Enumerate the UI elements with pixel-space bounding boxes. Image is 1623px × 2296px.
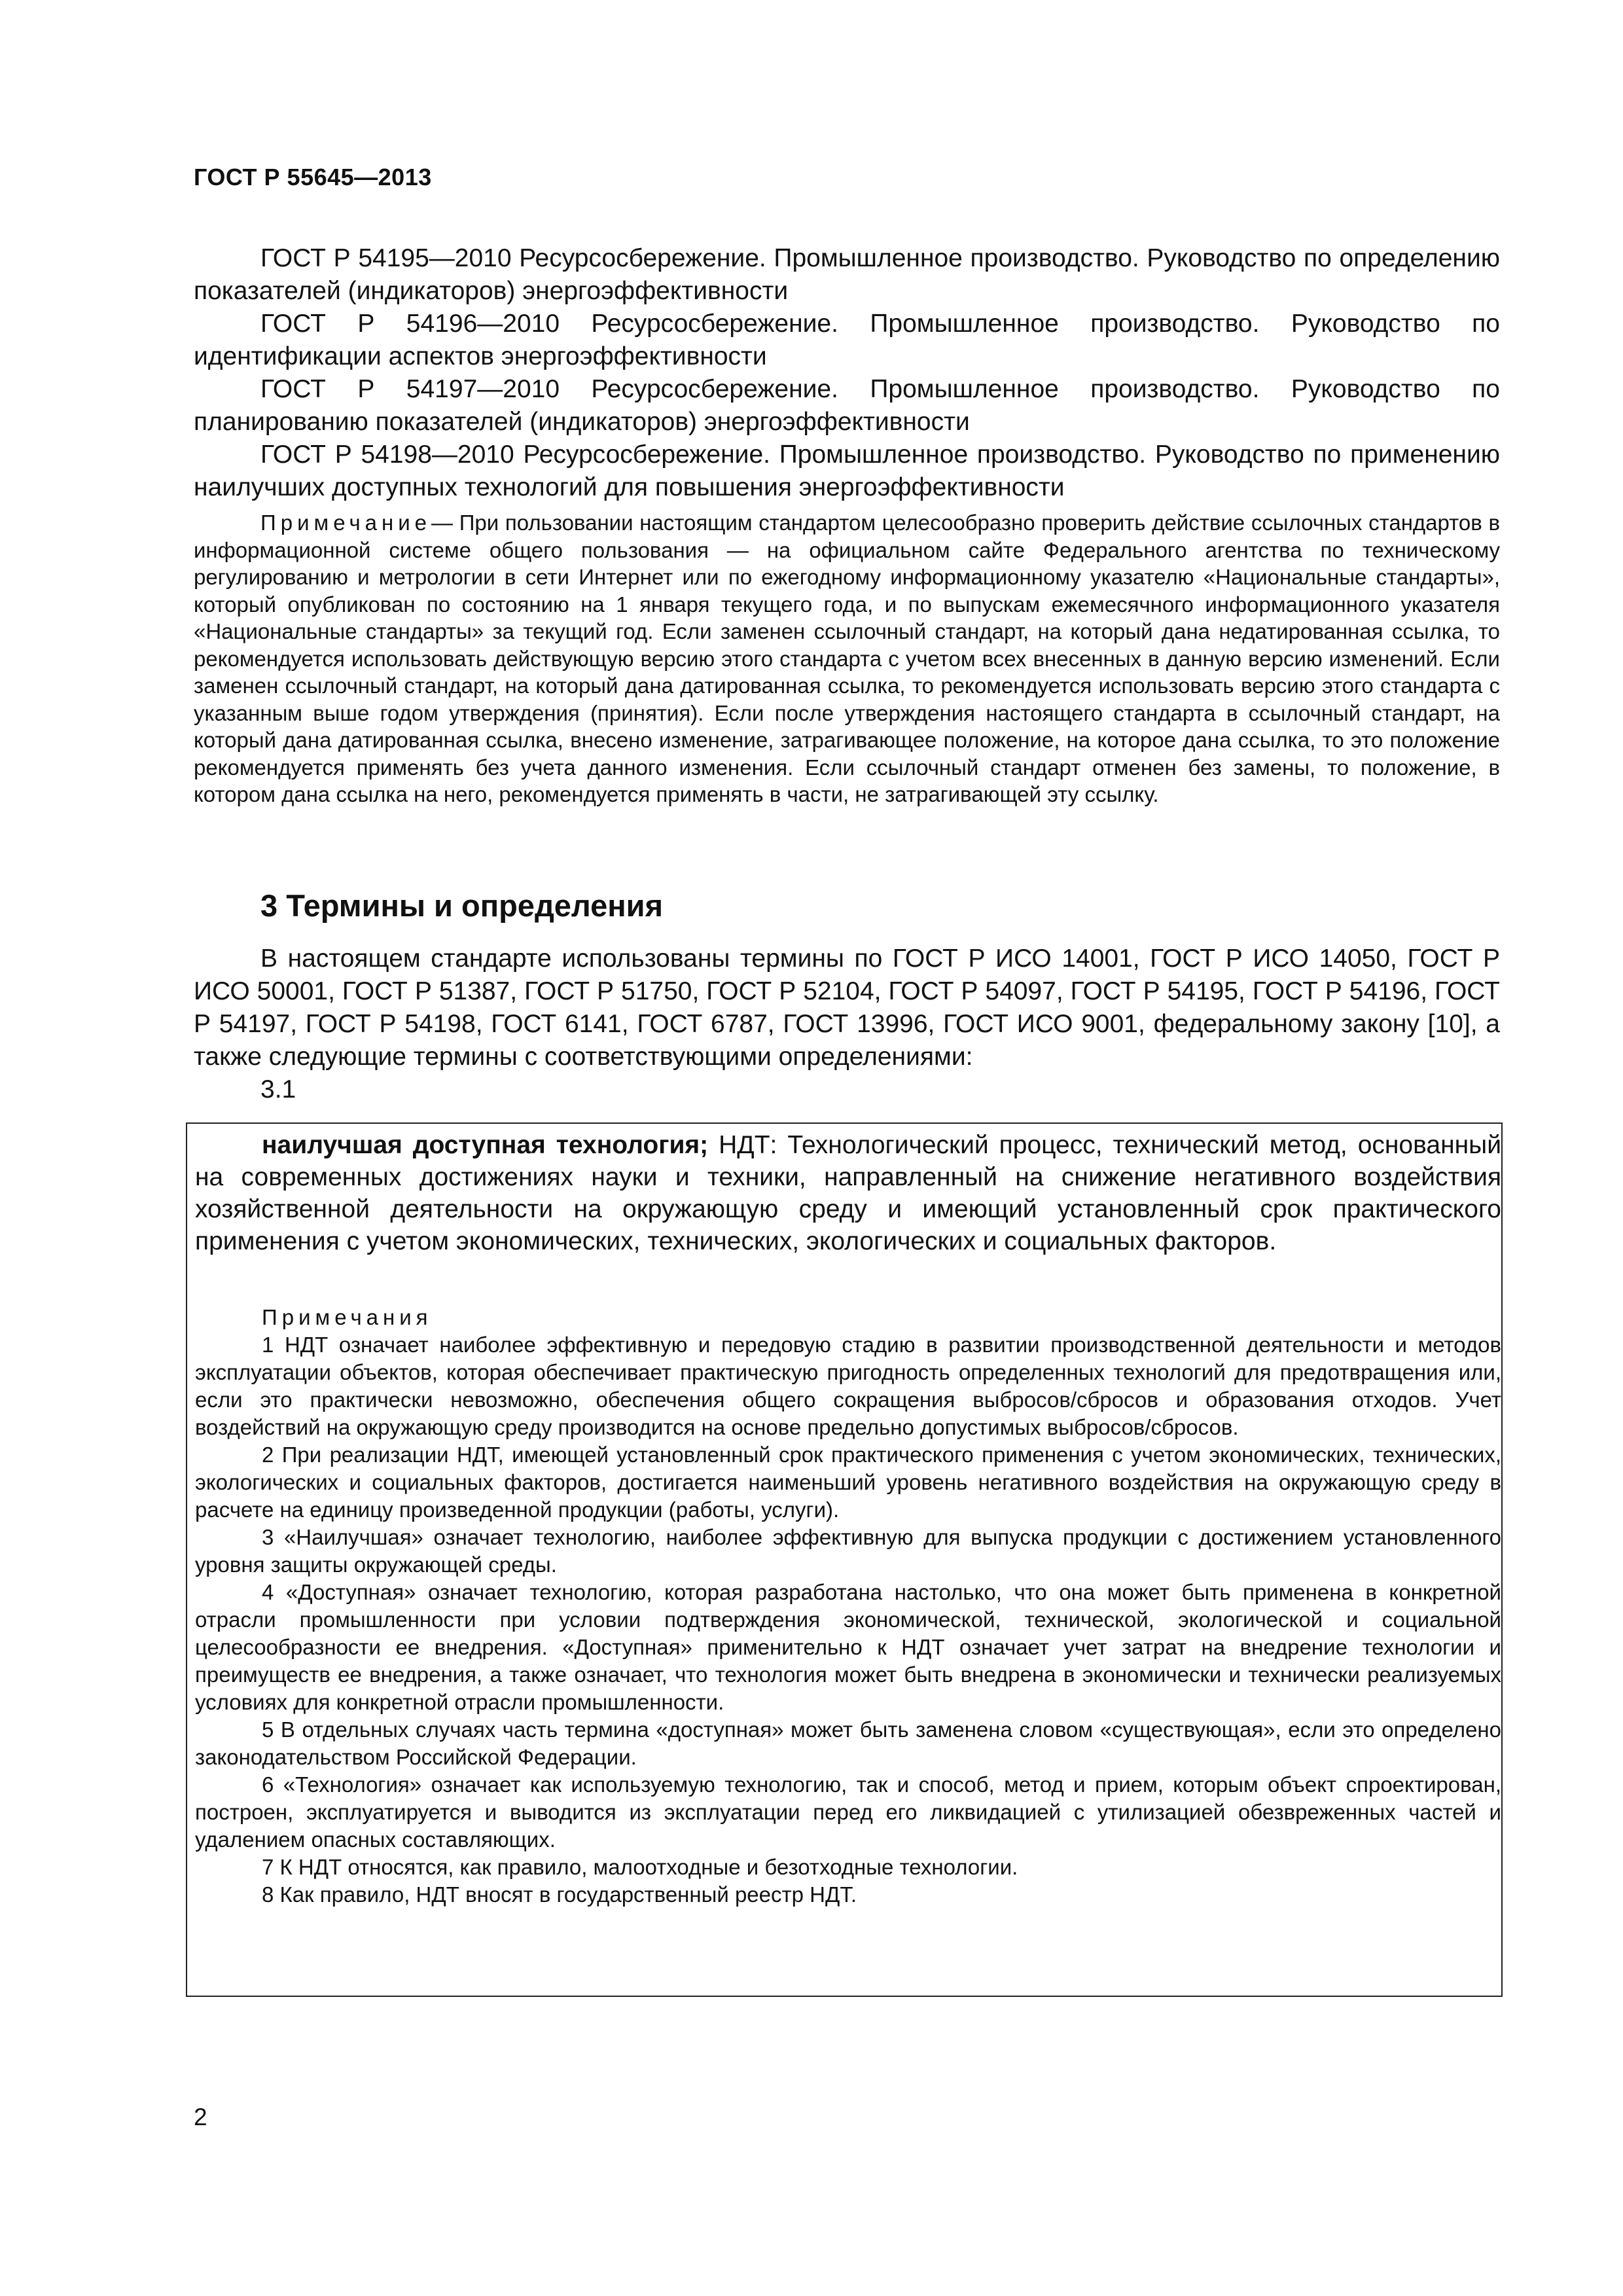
- references-note: [194, 509, 1500, 808]
- page-number: 2: [194, 2104, 207, 2130]
- term-notes: [195, 1304, 1501, 1909]
- section-intro-text: В настоящем стандарте использованы термины по ГОСТ Р ИСО 14001, ГОСТ Р ИСО 14050, ГОСТ Р ИСО 50001, ГОСТ Р 51387, ГОСТ Р 51750, ГОСТ Р 52104, ГОСТ Р 54097, ГОСТ Р 54195, ГОСТ Р 54196, ГОСТ Р 54197, ГОСТ Р 54198, ГОСТ 6141, ГОСТ 6787, ГОСТ 13996, ГОСТ ИСО 9001, федеральному закону [10], а также следующие термины с соответствующими определениями:: [194, 944, 1500, 1071]
- reference-item: ГОСТ Р 54195—2010 Ресурсосбережение. Промышленное производство. Руководство по определению показателей (индикаторов) энергоэффективности: [194, 244, 1500, 305]
- term-definition: [195, 1129, 1501, 1257]
- term-note-item: 2 При реализации НДТ, имеющей установленный срок практического применения с учетом экономических, технических, экологических и социальных факторов, достигается наименьший уровень негативного воздействия на окружающую среду в расчете на единицу произведенной продукции (работы, услуги).: [195, 1443, 1501, 1522]
- notes-label: Примечания: [262, 1305, 433, 1329]
- term-definition-text: НДТ: Технологический процесс, технический метод, основанный на современных достижениях науки и техники, направленный на снижение негативного воздействия хозяйственной деятельности на окружающую среду и имеющий установленный срок практического применения с учетом экономических, технических, экологических и социальных факторов.: [195, 1131, 1501, 1255]
- note-label: Примечание: [260, 511, 432, 535]
- term-name: наилучшая доступная технология;: [262, 1131, 709, 1159]
- section-title: 3 Термины и определения: [260, 888, 663, 923]
- section-intro: [194, 942, 1500, 1106]
- term-note-item: 4 «Доступная» означает технологию, которая разработана настолько, что она может быть применена в конкретной отрасли промышленности при условии подтверждения экономической, технической, экологической и социальной целесообразности ее внедрения. «Доступная» применительно к НДТ означает учет затрат на внедрение технологии и преимуществ ее внедрения, а также означает, что технология может быть внедрена в экономически и технически реализуемых условиях для конкретной отрасли промышленности.: [195, 1580, 1501, 1714]
- document-header: ГОСТ Р 55645—2013: [194, 164, 432, 190]
- term-definition-box: [186, 1122, 1503, 1997]
- note-text: — При пользовании настоящим стандартом целесообразно проверить действие ссылочных стандартов в информационной системе общего пользования — на официальном сайте Федерального агентства по техническому регулированию и метрологии в сети Интернет или по ежегодному информационному указателю «Национальные стандарты», который опубликован по состоянию на 1 января текущего года, и по выпускам ежемесячного информационного указателя «Национальные стандарты» за текущий год. Если заменен ссылочный стандарт, на который дана недатированная ссылка, то рекомендуется использовать действующую версию этого стандарта с учетом всех внесенных в данную версию изменений. Если заменен ссылочный стандарт, на который дана датированная ссылка, то рекомендуется использовать версию этого стандарта с указанным выше годом утверждения (принятия). Если после утверждения настоящего стандарта в ссылочный стандарт, на который дана датированная ссылка, внесено изменение, затрагивающее положение, на которое дана ссылка, то это положение рекомендуется применять без учета данного изменения. Если ссылочный стандарт отменен без замены, то положение, в котором дана ссылка на него, рекомендуется применять в части, не затрагивающей эту ссылку.: [194, 511, 1500, 806]
- clause-number: 3.1: [260, 1075, 296, 1103]
- term-note-item: 6 «Технология» означает как используемую технологию, так и способ, метод и прием, которым объект спроектирован, построен, эксплуатируется и выводится из эксплуатации перед его ликвидацией с утилизацией обезвреженных частей и удалением опасных составляющих.: [195, 1772, 1501, 1852]
- term-note-item: 7 К НДТ относятся, как правило, малоотходные и безотходные технологии.: [262, 1855, 1018, 1879]
- term-note-item: 1 НДТ означает наиболее эффективную и передовую стадию в развитии производственной деятельности и методов эксплуатации объектов, которая обеспечивает практическую пригодность определенных технологий для предотвращения или, если это практически невозможно, обеспечения общего сокращения выбросов/сбросов и образования отходов. Учет воздействий на окружающую среду производится на основе предельно допустимых выбросов/сбросов.: [195, 1333, 1501, 1439]
- reference-item: ГОСТ Р 54197—2010 Ресурсосбережение. Промышленное производство. Руководство по планированию показателей (индикаторов) энергоэффективности: [194, 375, 1500, 436]
- reference-item: ГОСТ Р 54198—2010 Ресурсосбережение. Промышленное производство. Руководство по применению наилучших доступных технологий для повышения энергоэффективности: [194, 440, 1500, 501]
- term-note-item: 5 В отдельных случаях часть термина «доступная» может быть заменена словом «существующая», если это определено законодательством Российской Федерации.: [195, 1717, 1501, 1769]
- term-note-item: 3 «Наилучшая» означает технологию, наиболее эффективную для выпуска продукции с достижением установленного уровня защиты окружающей среды.: [195, 1525, 1501, 1577]
- term-note-item: 8 Как правило, НДТ вносят в государственный реестр НДТ.: [262, 1882, 857, 1907]
- reference-item: ГОСТ Р 54196—2010 Ресурсосбережение. Промышленное производство. Руководство по идентификации аспектов энергоэффективности: [194, 310, 1500, 370]
- normative-references-list: [194, 242, 1500, 504]
